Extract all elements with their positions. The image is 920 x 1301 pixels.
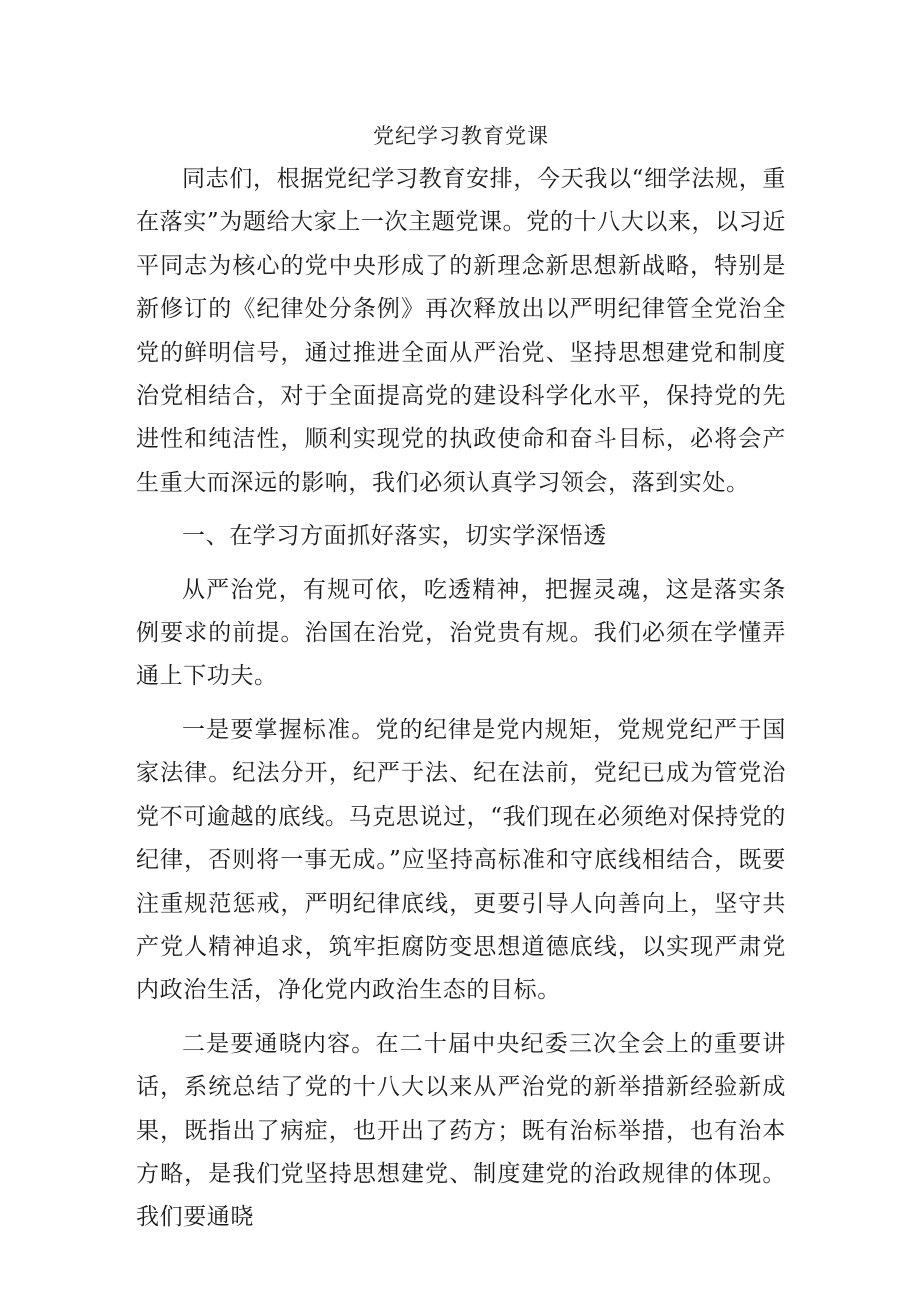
document-title: 党纪学习教育党课: [373, 124, 549, 148]
paragraph-master-standards: 一是要掌握标准。党的纪律是党内规矩，党规党纪严于国家法律。纪法分开，纪严于法、纪在法前，党纪已成为管党治党不可逾越的底线。马克思说过，“我们现在必须绝对保持党的纪律，否则将一事无成。”应坚持高标准和守底线相结合，既要注重规范惩戒，严明纪律底线，更要引导人向善向上，坚守共产党人精神追求，筑牢拒腐防变思想道德底线，以实现严肃党内政治生活，净化党内政治生态的目标。: [136, 716, 786, 1004]
paragraph-intro: 同志们，根据党纪学习教育安排，今天我以“细学法规，重在落实”为题给大家上一次主题党课。党的十八大以来，以习近平同志为核心的党中央形成了的新理念新思想新战略，特别是新修订的《纪律处分条例》再次释放出以严明纪律管全党治全党的鲜明信号，通过推进全面从严治党、坚持思想建党和制度治党相结合，对于全面提高党的建设科学化水平，保持党的先进性和纯洁性，顺利实现党的执政使命和奋斗目标，必将会产生重大而深远的影响，我们必须认真学习领会，落到实处。: [136, 166, 786, 496]
document-body: [136, 114, 786, 1250]
paragraph-understand-content: 二是要通晓内容。在二十届中央纪委三次全会上的重要讲话，系统总结了党的十八大以来从严治党的新举措新经验新成果，既指出了病症，也开出了药方；既有治标举措，也有治本方略，是我们党坚持思想建党、制度建党的治政规律的体现。我们要通晓: [136, 1030, 786, 1231]
paragraph-section-1-intro: 从严治党，有规可依，吃透精神，把握灵魂，这是落实条例要求的前提。治国在治党，治党贵有规。我们必须在学懂弄通上下功夫。: [136, 576, 786, 690]
section-heading-1: 一、在学习方面抓好落实，切实学深悟透: [182, 523, 607, 550]
